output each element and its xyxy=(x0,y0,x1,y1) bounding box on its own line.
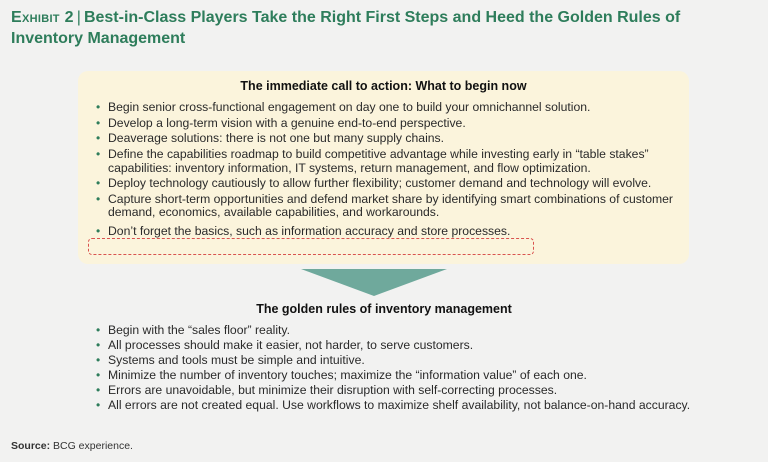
exhibit-heading: Best-in-Class Players Take the Right First Steps and Heed the Golden Rules of Inventory Management xyxy=(11,9,681,47)
source-note xyxy=(11,440,133,452)
list-item: • Capture short-term opportunities and defend market share by identifying smart combinations of customer demand, economics, available capabilities, and workarounds. xyxy=(96,193,676,220)
exhibit-title xyxy=(11,7,751,49)
highlighted-list-item: • Don’t forget the basics, such as information accuracy and store processes. xyxy=(96,225,510,239)
golden-rules-heading: The golden rules of inventory management xyxy=(256,302,512,316)
list-item: • Develop a long-term vision with a genuine end-to-end perspective. xyxy=(96,117,676,131)
list-item: • Deaverage solutions: there is not one but many supply chains. xyxy=(96,132,676,146)
golden-rules-list xyxy=(96,324,756,415)
list-item: • All processes should make it easier, not harder, to serve customers. xyxy=(96,339,756,353)
call-to-action-list xyxy=(96,101,676,241)
down-arrow-icon xyxy=(301,269,447,296)
source-label: Source: xyxy=(11,440,51,452)
source-text: BCG experience. xyxy=(53,440,133,452)
call-to-action-panel xyxy=(78,71,689,264)
exhibit-separator: | xyxy=(76,9,81,26)
list-item: • Define the capabilities roadmap to build competitive advantage while investing early in “table stakes” capabilities: inventory information, IT systems, return management, and flow optimization. xyxy=(96,148,676,175)
list-item: • Begin with the “sales floor” reality. xyxy=(96,324,756,338)
list-item: • All errors are not created equal. Use workflows to maximize shelf availability, not balance-on-hand accuracy. xyxy=(96,399,756,413)
list-item: • Minimize the number of inventory touches; maximize the “information value” of each one. xyxy=(96,369,756,383)
highlight-dashed-box xyxy=(88,238,534,255)
list-item: • Systems and tools must be simple and intuitive. xyxy=(96,354,756,368)
list-item: • Deploy technology cautiously to allow further flexibility; customer demand and technology will evolve. xyxy=(96,177,676,191)
call-to-action-heading: The immediate call to action: What to begin now xyxy=(240,79,527,93)
list-item: • Begin senior cross-functional engagement on day one to build your omnichannel solution. xyxy=(96,101,676,115)
list-item: • Errors are unavoidable, but minimize their disruption with self-correcting processes. xyxy=(96,384,756,398)
exhibit-label: Exhibit 2 xyxy=(11,9,74,26)
